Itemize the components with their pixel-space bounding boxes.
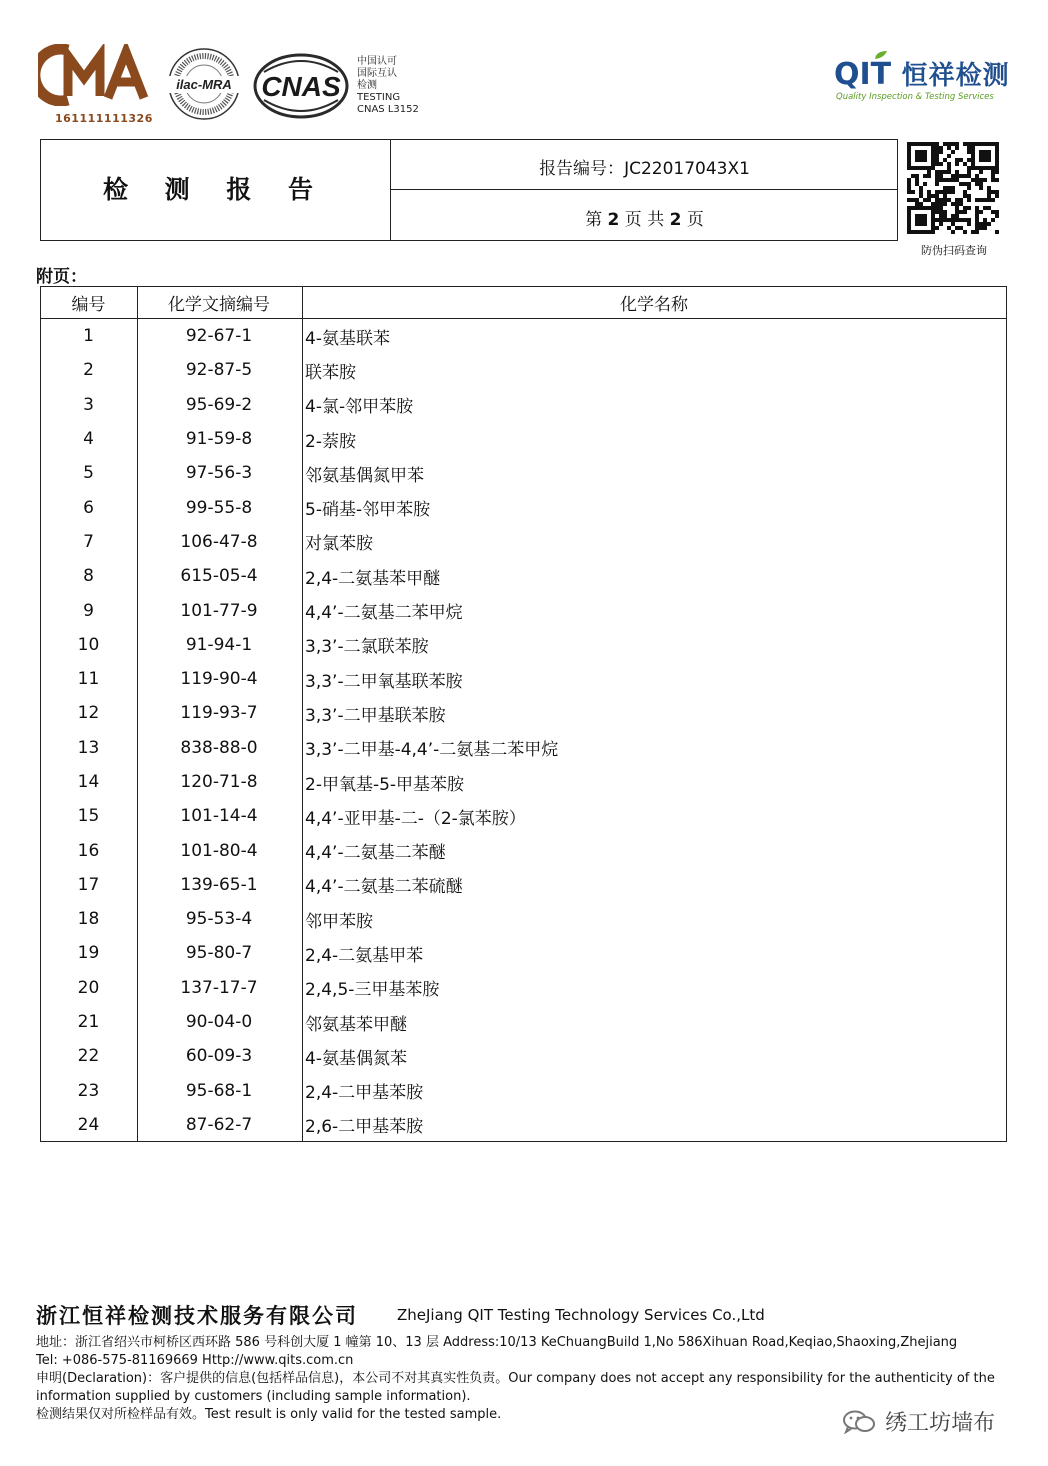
cas-number: 838-88-0 <box>180 737 258 758</box>
row-number: 17 <box>77 874 100 895</box>
row-number: 24 <box>77 1114 100 1135</box>
table-row <box>40 1108 1007 1142</box>
row-number: 14 <box>77 772 100 792</box>
ilac-mra-logo <box>163 46 245 122</box>
table-row <box>40 696 1007 730</box>
cas-number: 615-05-4 <box>180 566 258 587</box>
cas-number: 101-80-4 <box>180 840 258 861</box>
chemical-name: 2,4-二氨基甲苯 <box>305 945 424 966</box>
row-number: 2 <box>83 360 94 381</box>
chemical-name: 对氯苯胺 <box>305 534 373 555</box>
row-number: 15 <box>77 806 100 827</box>
company-name-cn: 浙江恒祥检测技术服务有限公司 <box>36 1303 358 1328</box>
table-row <box>40 628 1007 662</box>
table-row <box>40 353 1007 387</box>
qit-brand <box>834 58 1010 93</box>
cas-number: 92-87-5 <box>185 360 253 381</box>
table-column-divider <box>302 286 303 1142</box>
chemical-name: 4,4’-二氨基二苯甲烷 <box>305 603 463 624</box>
cnas-line: 国际互认 <box>357 68 397 79</box>
table-header-row <box>40 286 1007 319</box>
table-row <box>40 1039 1007 1073</box>
row-number: 12 <box>77 703 100 724</box>
chemical-name: 4,4’-亚甲基-二-（2-氯苯胺） <box>305 808 526 829</box>
column-header-cas: 化学文摘编号 <box>137 286 301 319</box>
row-number: 22 <box>77 1046 100 1067</box>
row-number: 1 <box>83 326 94 347</box>
table-row <box>40 559 1007 593</box>
table-row <box>40 525 1007 559</box>
cnas-accreditation-text <box>357 56 419 116</box>
cas-number: 119-90-4 <box>180 669 258 690</box>
cnas-line: 检测 <box>357 80 377 91</box>
chemical-name: 2,4,5-三甲基苯胺 <box>305 980 440 1001</box>
row-number: 6 <box>83 497 94 518</box>
row-number: 9 <box>83 600 94 621</box>
column-header-number: 编号 <box>40 286 137 319</box>
table-row <box>40 936 1007 970</box>
table-row <box>40 765 1007 799</box>
watermark <box>842 1406 995 1436</box>
table-row <box>40 388 1007 422</box>
table-row <box>40 319 1007 354</box>
cas-number: 92-67-1 <box>185 326 253 347</box>
chemical-name: 邻氨基偶氮甲苯 <box>305 465 424 486</box>
cas-number: 119-93-7 <box>180 703 258 724</box>
cas-number: 99-55-8 <box>185 497 253 518</box>
row-number: 3 <box>83 394 94 415</box>
chemical-name: 2,4-二甲基苯胺 <box>305 1083 424 1104</box>
table-row <box>40 662 1007 696</box>
chemical-name: 4,4’-二氨基二苯醚 <box>305 843 446 864</box>
table-row <box>40 456 1007 490</box>
qit-tagline: Quality Inspection & Testing Services <box>836 92 994 102</box>
cnas-logo <box>252 52 350 120</box>
qit-logo <box>834 57 1010 106</box>
cas-number: 95-53-4 <box>185 909 253 930</box>
chemical-name: 4-氯-邻甲苯胺 <box>305 397 414 418</box>
cas-number: 97-56-3 <box>185 463 253 484</box>
row-number: 20 <box>77 977 100 998</box>
table-row <box>40 971 1007 1005</box>
table-row <box>40 731 1007 765</box>
cas-number: 90-04-0 <box>185 1012 253 1033</box>
report-title: 检 测 报 告 <box>102 175 328 204</box>
cas-number: 91-59-8 <box>185 429 253 450</box>
footer-address: 地址：浙江省绍兴市柯桥区西环路 586 号科创大厦 1 幢第 10、13 层 Address:10/13 KeChuangBuild 1,No 586Xihuan Road,Keqiao,Shaoxing,Zhejiang <box>36 1335 958 1350</box>
chemical-name: 3,3’-二氯联苯胺 <box>305 637 429 658</box>
table-row <box>40 422 1007 456</box>
cas-number: 87-62-7 <box>185 1114 253 1135</box>
footer-validity: 检测结果仅对所检样品有效。Test result is only valid for the tested sample. <box>36 1407 502 1422</box>
column-header-name: 化学名称 <box>301 286 1007 319</box>
cma-logo <box>38 44 152 106</box>
row-number: 4 <box>83 429 94 450</box>
cas-number: 101-14-4 <box>180 806 258 827</box>
cnas-line: 中国认可 <box>357 56 397 67</box>
row-number: 13 <box>77 737 100 758</box>
qit-brand-letters: QIT <box>834 57 892 92</box>
chemical-name: 4-氨基联苯 <box>305 328 390 349</box>
row-number: 18 <box>77 909 100 930</box>
page-suffix: 页 <box>681 210 704 230</box>
report-number-label: 报告编号： <box>539 159 625 179</box>
chemical-name: 2-甲氧基-5-甲基苯胺 <box>305 774 465 795</box>
company-name-en: ZheJiang QIT Testing Technology Services Co.,Ltd <box>397 1306 765 1324</box>
chemical-name: 5-硝基-邻甲苯胺 <box>305 500 431 521</box>
row-number: 5 <box>83 463 94 484</box>
page-current: 2 <box>607 210 620 230</box>
ilac-text: ilac-MRA <box>176 77 232 92</box>
report-number-value: JC22017043X1 <box>624 159 750 179</box>
chemical-name: 邻甲苯胺 <box>305 911 373 932</box>
wechat-icon <box>842 1410 876 1434</box>
cas-number: 60-09-3 <box>185 1046 253 1067</box>
page-prefix: 第 <box>585 210 608 230</box>
row-number: 8 <box>83 566 94 587</box>
cas-number: 101-77-9 <box>180 600 258 621</box>
qit-brand-cn: 恒祥检测 <box>901 61 1010 91</box>
cnas-text: CNAS <box>261 71 341 102</box>
chemical-name: 邻氨基苯甲醚 <box>305 1014 407 1035</box>
table-row <box>40 833 1007 867</box>
table-body <box>40 319 1007 1143</box>
chemical-name: 4-氨基偶氮苯 <box>305 1048 407 1069</box>
row-number: 21 <box>77 1012 100 1033</box>
cas-number: 120-71-8 <box>180 772 258 792</box>
chemical-name: 3,3’-二甲基-4,4’-二氨基二苯甲烷 <box>305 740 559 761</box>
page-indicator <box>391 205 898 230</box>
cas-number: 95-68-1 <box>185 1080 253 1101</box>
chemical-name: 2,6-二甲基苯胺 <box>305 1117 424 1138</box>
row-number: 11 <box>77 669 100 690</box>
table-row <box>40 868 1007 902</box>
cas-number: 91-94-1 <box>185 634 253 655</box>
qr-code-icon <box>907 142 999 234</box>
report-number <box>391 154 898 179</box>
page-total: 2 <box>669 210 682 230</box>
chemical-name: 4,4’-二氨基二苯硫醚 <box>305 877 463 898</box>
cas-number: 95-80-7 <box>185 943 253 964</box>
header-divider <box>390 189 898 190</box>
chemical-name: 2-萘胺 <box>305 431 356 452</box>
row-number: 16 <box>77 840 100 861</box>
page-mid: 页 共 <box>619 210 670 230</box>
cnas-line: CNAS L3152 <box>357 104 419 115</box>
table-row <box>40 1005 1007 1039</box>
watermark-text: 绣工坊墙布 <box>885 1411 996 1436</box>
footer-declaration: 申明(Declaration)：客户提供的信息(包括样品信息)，本公司不对其真实性负责。Our company does not accept any responsibility for the authenticity of the information supplied by customers (including sample information). <box>36 1371 995 1404</box>
cas-number: 95-69-2 <box>185 394 253 415</box>
table-row <box>40 1074 1007 1108</box>
row-number: 23 <box>77 1080 100 1101</box>
table-row <box>40 902 1007 936</box>
row-number: 19 <box>77 943 100 964</box>
row-number: 10 <box>77 634 100 655</box>
qr-caption: 防伪扫码查询 <box>921 244 987 257</box>
table-row <box>40 799 1007 833</box>
appendix-label: 附页： <box>36 267 87 287</box>
row-number: 7 <box>83 531 94 552</box>
chemical-name: 2,4-二氨基苯甲醚 <box>305 568 441 589</box>
table-column-divider <box>137 286 138 1142</box>
table-row <box>40 593 1007 627</box>
cma-number: 161111111326 <box>55 112 153 125</box>
chemical-name: 3,3’-二甲基联苯胺 <box>305 705 446 726</box>
footer-contact: Tel: +086-575-81169669 Http://www.qits.com.cn <box>36 1353 354 1368</box>
cas-number: 106-47-8 <box>180 531 258 552</box>
cnas-line: TESTING <box>357 92 401 103</box>
chemical-name: 3,3’-二甲氧基联苯胺 <box>305 671 463 692</box>
chemical-table <box>40 286 1007 1142</box>
cas-number: 139-65-1 <box>180 874 258 895</box>
cas-number: 137-17-7 <box>180 977 258 998</box>
table-row <box>40 490 1007 524</box>
chemical-name: 联苯胺 <box>305 362 356 383</box>
